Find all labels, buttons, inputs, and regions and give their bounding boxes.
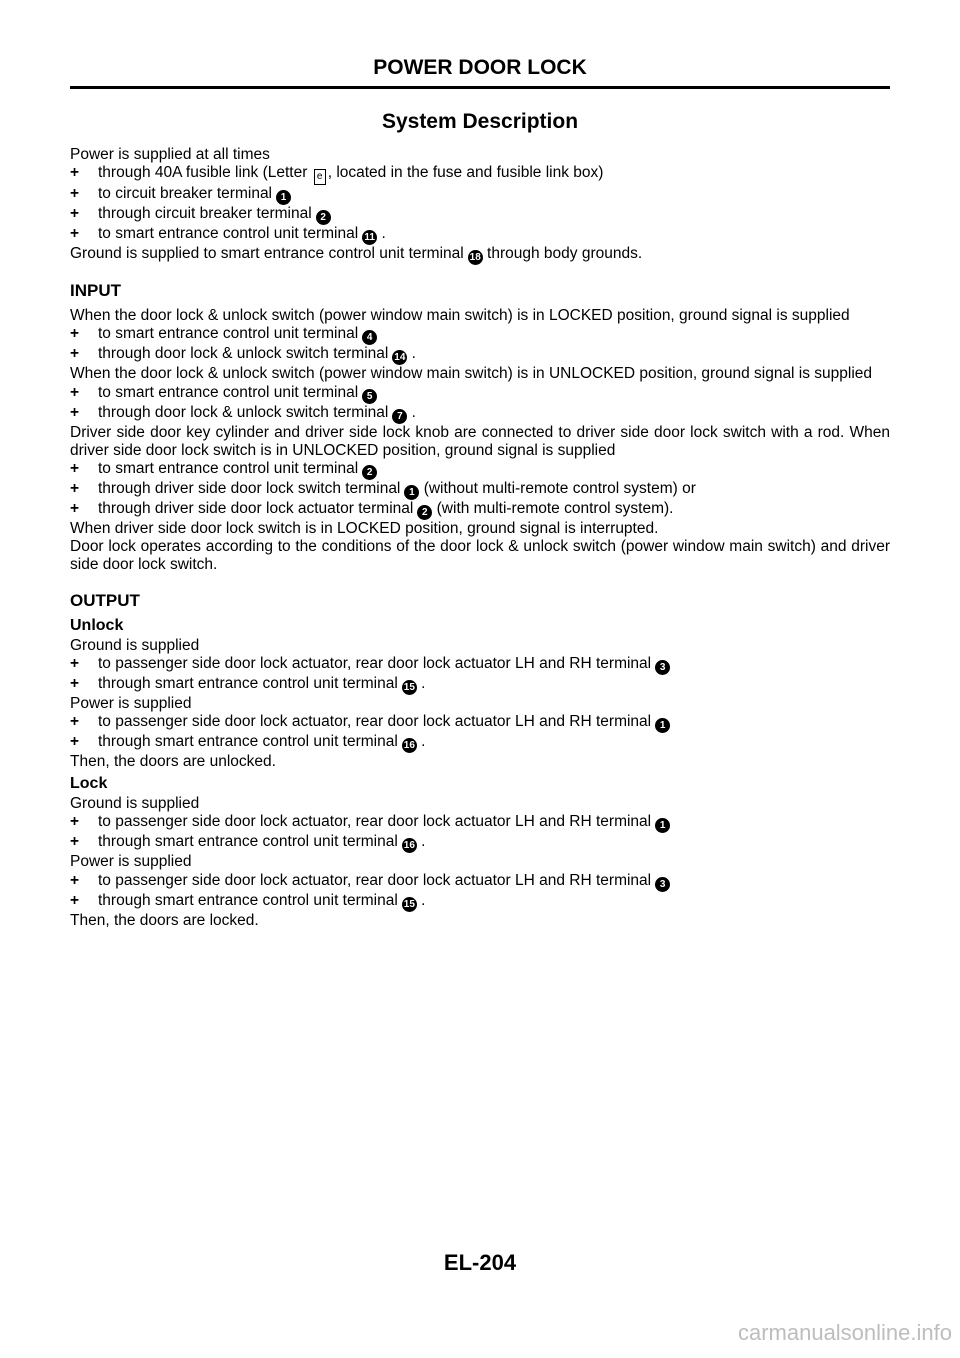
intro-ground [70,245,890,265]
bullet-mark: + [70,383,80,401]
input-bullet: + through door lock & unlock switch terminal 14 . [70,345,416,364]
bullet-text: to passenger side door lock actuator, rear door lock actuator LH and RH terminal [98,654,652,672]
bullet-mark: + [70,345,80,363]
watermark-text: carmanualsonline.info [737,1320,952,1345]
intro-bullet-1 [70,164,890,185]
unlock-block [70,617,890,772]
bullet-mark: + [70,654,80,672]
terminal-badge: 14 [394,352,406,364]
lock-ground-lead: Ground is supplied [70,795,200,813]
output-section [70,591,890,930]
input-paragraph-5: Door lock operates according to the conditions of the door lock & unlock switch (power window main switch) and driver side door lock switch. [70,538,890,574]
bullet-mark: + [70,813,80,831]
page-header-title: POWER DOOR LOCK [373,56,587,79]
input-paragraph-3: Driver side door key cylinder and driver side lock knob are connected to driver side door lock switch with a rod. When driver side door lock switch is in UNLOCKED position, ground signal is supplied [70,423,890,459]
document-body [70,110,890,946]
bullet-text: through driver side door lock switch terminal [98,480,401,498]
section-title: System Description [381,110,579,133]
unlock-end: Then, the doors are unlocked. [70,753,276,771]
input-paragraph-2: When the door lock & unlock switch (power window main switch) is in UNLOCKED position, ground signal is supplied [70,365,873,383]
terminal-badge: 1 [404,485,419,500]
bullet-text: to smart entrance control unit terminal [98,383,359,401]
bullet-text: to passenger side door lock actuator, rear door lock actuator LH and RH terminal [98,713,652,731]
bullet-mark: + [70,185,80,203]
unlock-power-lead: Power is supplied [70,694,192,712]
intro-bullet-3 [70,205,890,225]
bullet-text: through circuit breaker terminal [98,205,312,223]
input-bullet [70,384,890,404]
bullet-mark: + [70,674,80,692]
lock-end: Then, the doors are locked. [70,911,259,929]
header-rule [70,86,890,89]
output-bullet: + through smart entrance control unit terminal 15 . [70,674,426,693]
intro-block [70,146,890,265]
bullet-text: through smart entrance control unit terminal [98,733,398,751]
bullet-text: to passenger side door lock actuator, rear door lock actuator LH and RH terminal [98,871,652,889]
terminal-badge: 15 [403,898,415,910]
output-heading: OUTPUT [70,590,140,610]
unlock-ground-lead: Ground is supplied [70,636,200,654]
bullet-mark: + [70,871,80,889]
ground-text: through body grounds. [487,245,643,263]
bullet-mark: + [70,733,80,751]
input-bullet [70,480,890,500]
output-bullet: + through smart entrance control unit terminal 15 . [70,891,426,910]
intro-bullet-2 [70,185,890,205]
input-paragraph-4: When driver side door lock switch is in LOCKED position, ground signal is interrupted. [70,520,659,538]
bullet-text: through smart entrance control unit terminal [98,833,398,851]
output-bullet: + through smart entrance control unit terminal 16 . [70,833,426,852]
bullet-text: through smart entrance control unit terminal [98,891,398,909]
input-bullet [70,325,890,345]
terminal-badge: 5 [362,389,377,404]
terminal-badge: 2 [417,505,432,520]
input-bullet: + through door lock & unlock switch terminal 7 . [70,403,416,422]
bullet-mark: + [70,164,80,182]
terminal-badge: 2 [316,210,331,225]
ground-text: Ground is supplied to smart entrance control unit terminal [70,245,464,263]
lock-power-lead: Power is supplied [70,853,192,871]
bullet-mark: + [70,833,80,851]
bullet-text: through smart entrance control unit terminal [98,674,398,692]
bullet-mark: + [70,460,80,478]
terminal-badge: 1 [276,190,291,205]
bullet-mark: + [70,480,80,498]
bullet-mark: + [70,713,80,731]
output-bullet [70,655,890,675]
bullet-text: (with multi-remote control system). [436,500,674,518]
terminal-badge: 11 [362,230,377,245]
input-bullet [70,500,890,520]
page-number: EL-204 [443,1250,517,1275]
bullet-mark: + [70,891,80,909]
intro-bullet-4: + to smart entrance control unit terminal 11 . [70,225,386,244]
terminal-badge: 4 [362,330,377,345]
bullet-mark: + [70,500,80,518]
intro-lead: Power is supplied at all times [70,146,270,163]
terminal-badge: 3 [655,660,670,675]
output-bullet: + through smart entrance control unit terminal 16 . [70,733,426,752]
input-heading: INPUT [70,281,121,301]
lock-heading: Lock [70,775,108,793]
bullet-text: through 40A fusible link (Letter [98,164,308,182]
input-bullet [70,460,890,480]
input-paragraph-1: When the door lock & unlock switch (power window main switch) is in LOCKED position, ground signal is supplied [70,307,850,325]
lock-block [70,775,890,930]
bullet-mark: + [70,403,80,421]
terminal-badge: 1 [655,718,670,733]
bullet-mark: + [70,325,80,343]
terminal-badge: 18 [469,252,481,264]
bullet-text: through driver side door lock actuator terminal [98,500,414,518]
bullet-text: to circuit breaker terminal [98,185,273,203]
output-bullet [70,813,890,833]
input-section [70,281,890,574]
fusible-link-letter: e [314,169,326,185]
bullet-text: to smart entrance control unit terminal [98,325,359,343]
unlock-heading: Unlock [70,616,124,634]
bullet-text: (without multi-remote control system) or [423,480,696,498]
bullet-text: , located in the fuse and fusible link box) [327,164,604,182]
bullet-text: through door lock & unlock switch terminal [98,403,389,421]
terminal-badge: 15 [403,681,415,693]
terminal-badge: 2 [362,465,377,480]
terminal-badge: 7 [392,409,407,424]
bullet-mark: + [70,205,80,223]
bullet-mark: + [70,225,80,243]
terminal-badge: 3 [655,877,670,892]
output-bullet [70,713,890,733]
bullet-text: to smart entrance control unit terminal [98,225,359,243]
bullet-text: to passenger side door lock actuator, rear door lock actuator LH and RH terminal [98,813,652,831]
terminal-badge: 16 [403,740,415,752]
bullet-text: to smart entrance control unit terminal [98,460,359,478]
bullet-text: through door lock & unlock switch terminal [98,345,389,363]
terminal-badge: 16 [403,840,415,852]
output-bullet [70,872,890,892]
terminal-badge: 1 [655,818,670,833]
